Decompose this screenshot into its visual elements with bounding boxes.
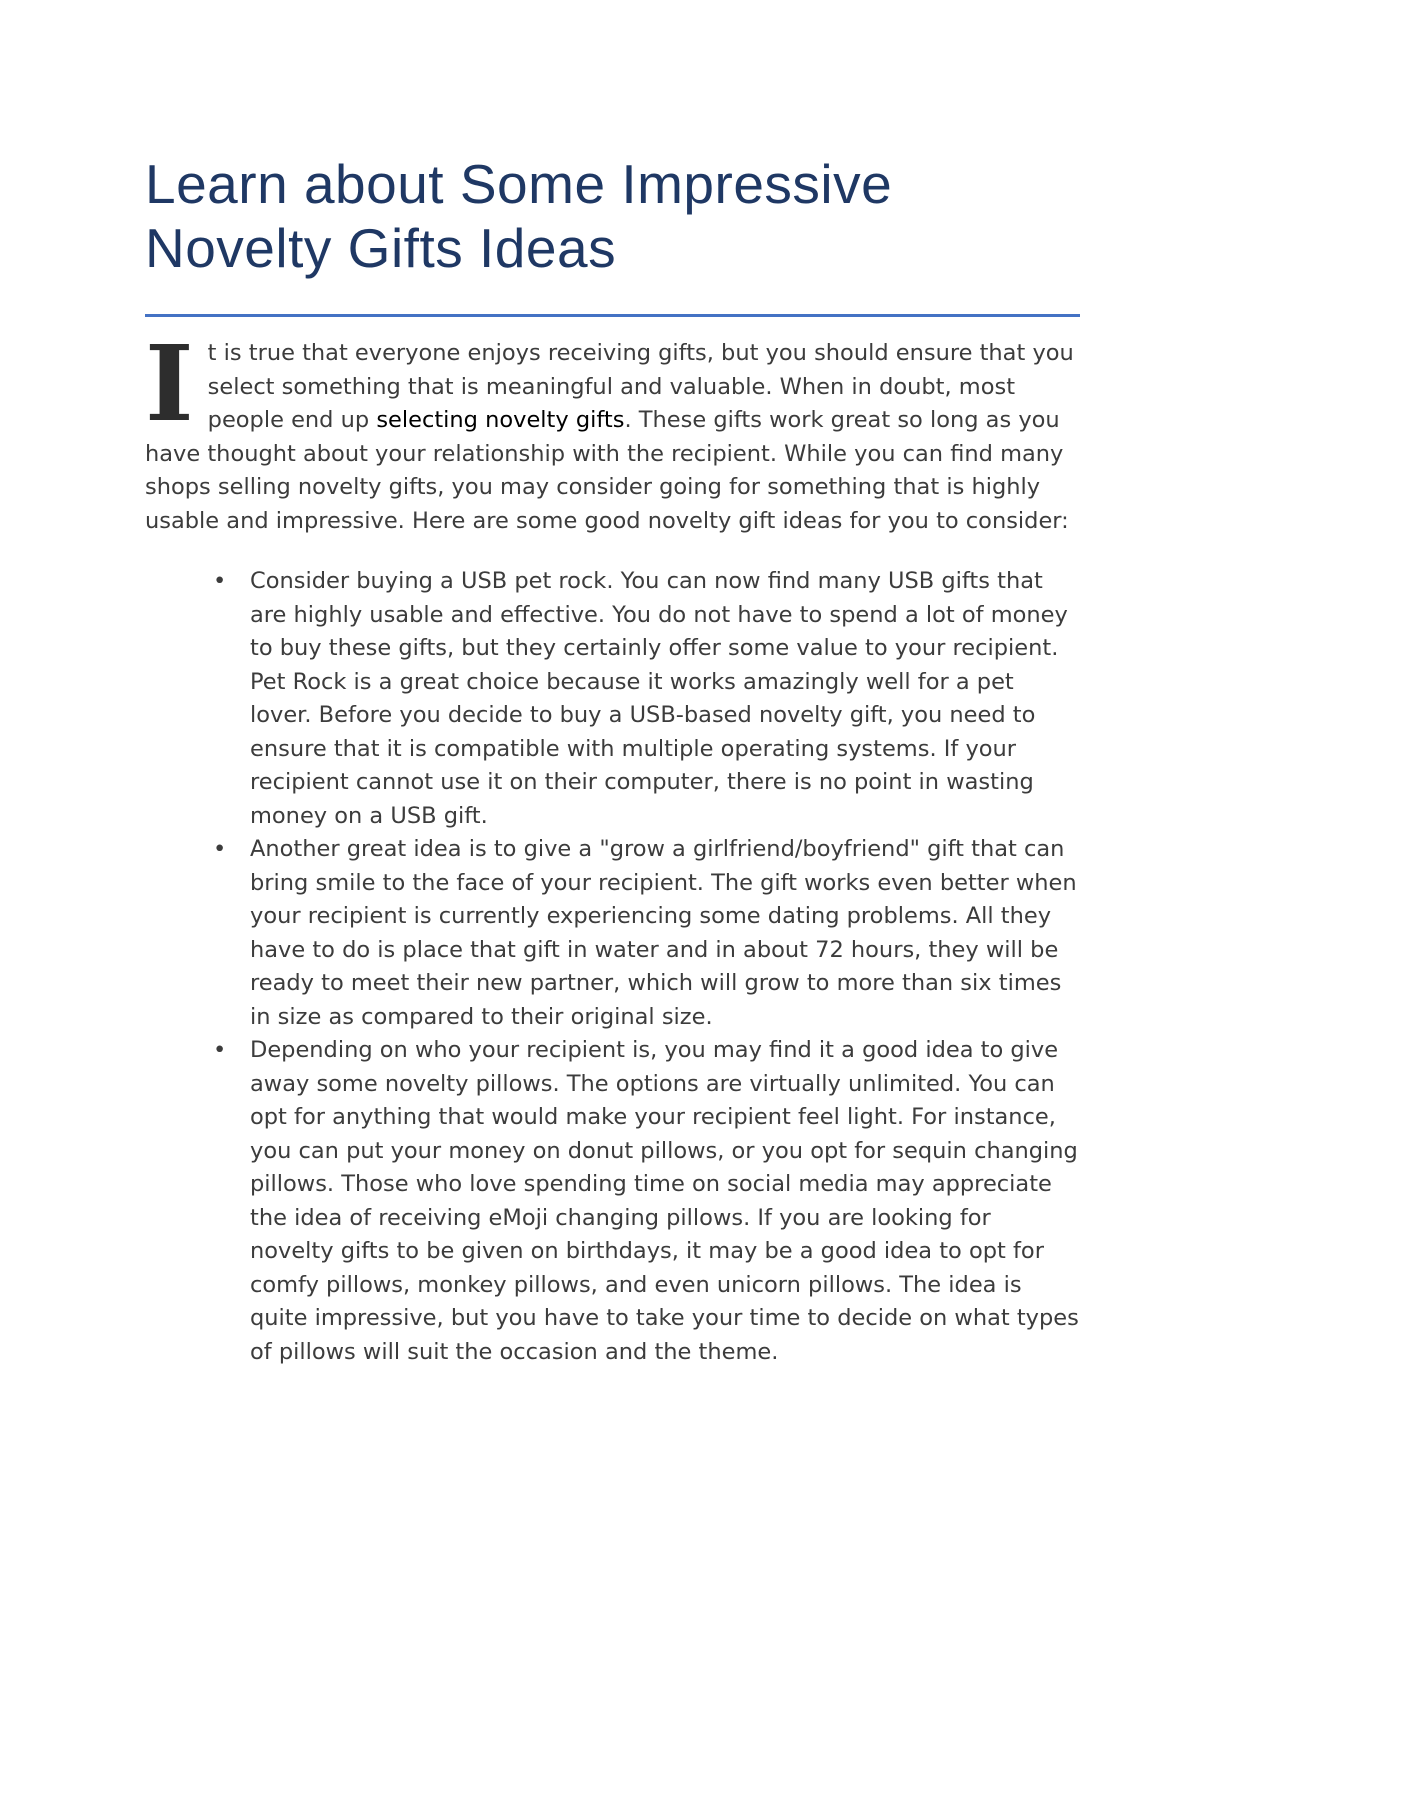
- intro-text-after-link: . These gifts work great so long as you have thought about your relationship with the recipient. While you can find many shops selling novelty gifts, you may consider going for something that is highly usable and impressive. Here are some good novelty gift ideas for you to consider:: [145, 407, 1069, 534]
- list-item-text: Another great idea is to give a "grow a girlfriend/boyfriend" gift that can bring smile to the face of your recipient. The gift works even better when your recipient is currently experiencing some dating problems. All they have to do is place that gift in water and in about 72 hours, they will be ready to meet their new partner, which will grow to more than six times in size as compared to their original size.: [250, 836, 1077, 1030]
- bullet-icon: •: [213, 1037, 227, 1063]
- intro-text-before-link: t is true that everyone enjoys receiving gifts, but you should ensure that you select something that is meaningful and valuable. When in doubt, most people end up: [207, 340, 1074, 433]
- selecting-novelty-gifts-link[interactable]: selecting novelty gifts: [376, 407, 625, 433]
- title-block: [145, 152, 1080, 317]
- list-item-text: Consider buying a USB pet rock. You can now find many USB gifts that are highly usable and effective. You do not have to spend a lot of money to buy these gifts, but they certainly offer some value to your recipient. Pet Rock is a great choice because it works amazingly well for a pet lover. Before you decide to buy a USB-based novelty gift, you need to ensure that it is compatible with multiple operating systems. If your recipient cannot use it on their computer, there is no point in wasting money on a USB gift.: [250, 568, 1068, 829]
- list-item-usb-pet-rock: [145, 565, 1080, 833]
- drop-cap: I: [145, 322, 194, 445]
- bullet-icon: •: [213, 568, 227, 594]
- list-item-grow-girlfriend-boyfriend: [145, 833, 1080, 1034]
- list-item-text: Depending on who your recipient is, you may find it a good idea to give away some novelty pillows. The options are virtually unlimited. You can opt for anything that would make your recipient feel light. For instance, you can put your money on donut pillows, or you opt for sequin changing pillows. Those who love spending time on social media may appreciate the idea of receiving eMoji changing pillows. If you are looking for novelty gifts to be given on birthdays, it may be a good idea to opt for comfy pillows, monkey pillows, and even unicorn pillows. The idea is quite impressive, but you have to take your time to decide on what types of pillows will suit the occasion and the theme.: [250, 1037, 1079, 1365]
- page-title: Learn about Some Impressive Novelty Gifts Ideas: [145, 153, 893, 279]
- bullet-icon: •: [213, 836, 227, 862]
- intro-paragraph: [145, 322, 1080, 538]
- list-item-novelty-pillows: [145, 1034, 1080, 1369]
- novelty-gift-ideas-list: [145, 565, 1080, 1369]
